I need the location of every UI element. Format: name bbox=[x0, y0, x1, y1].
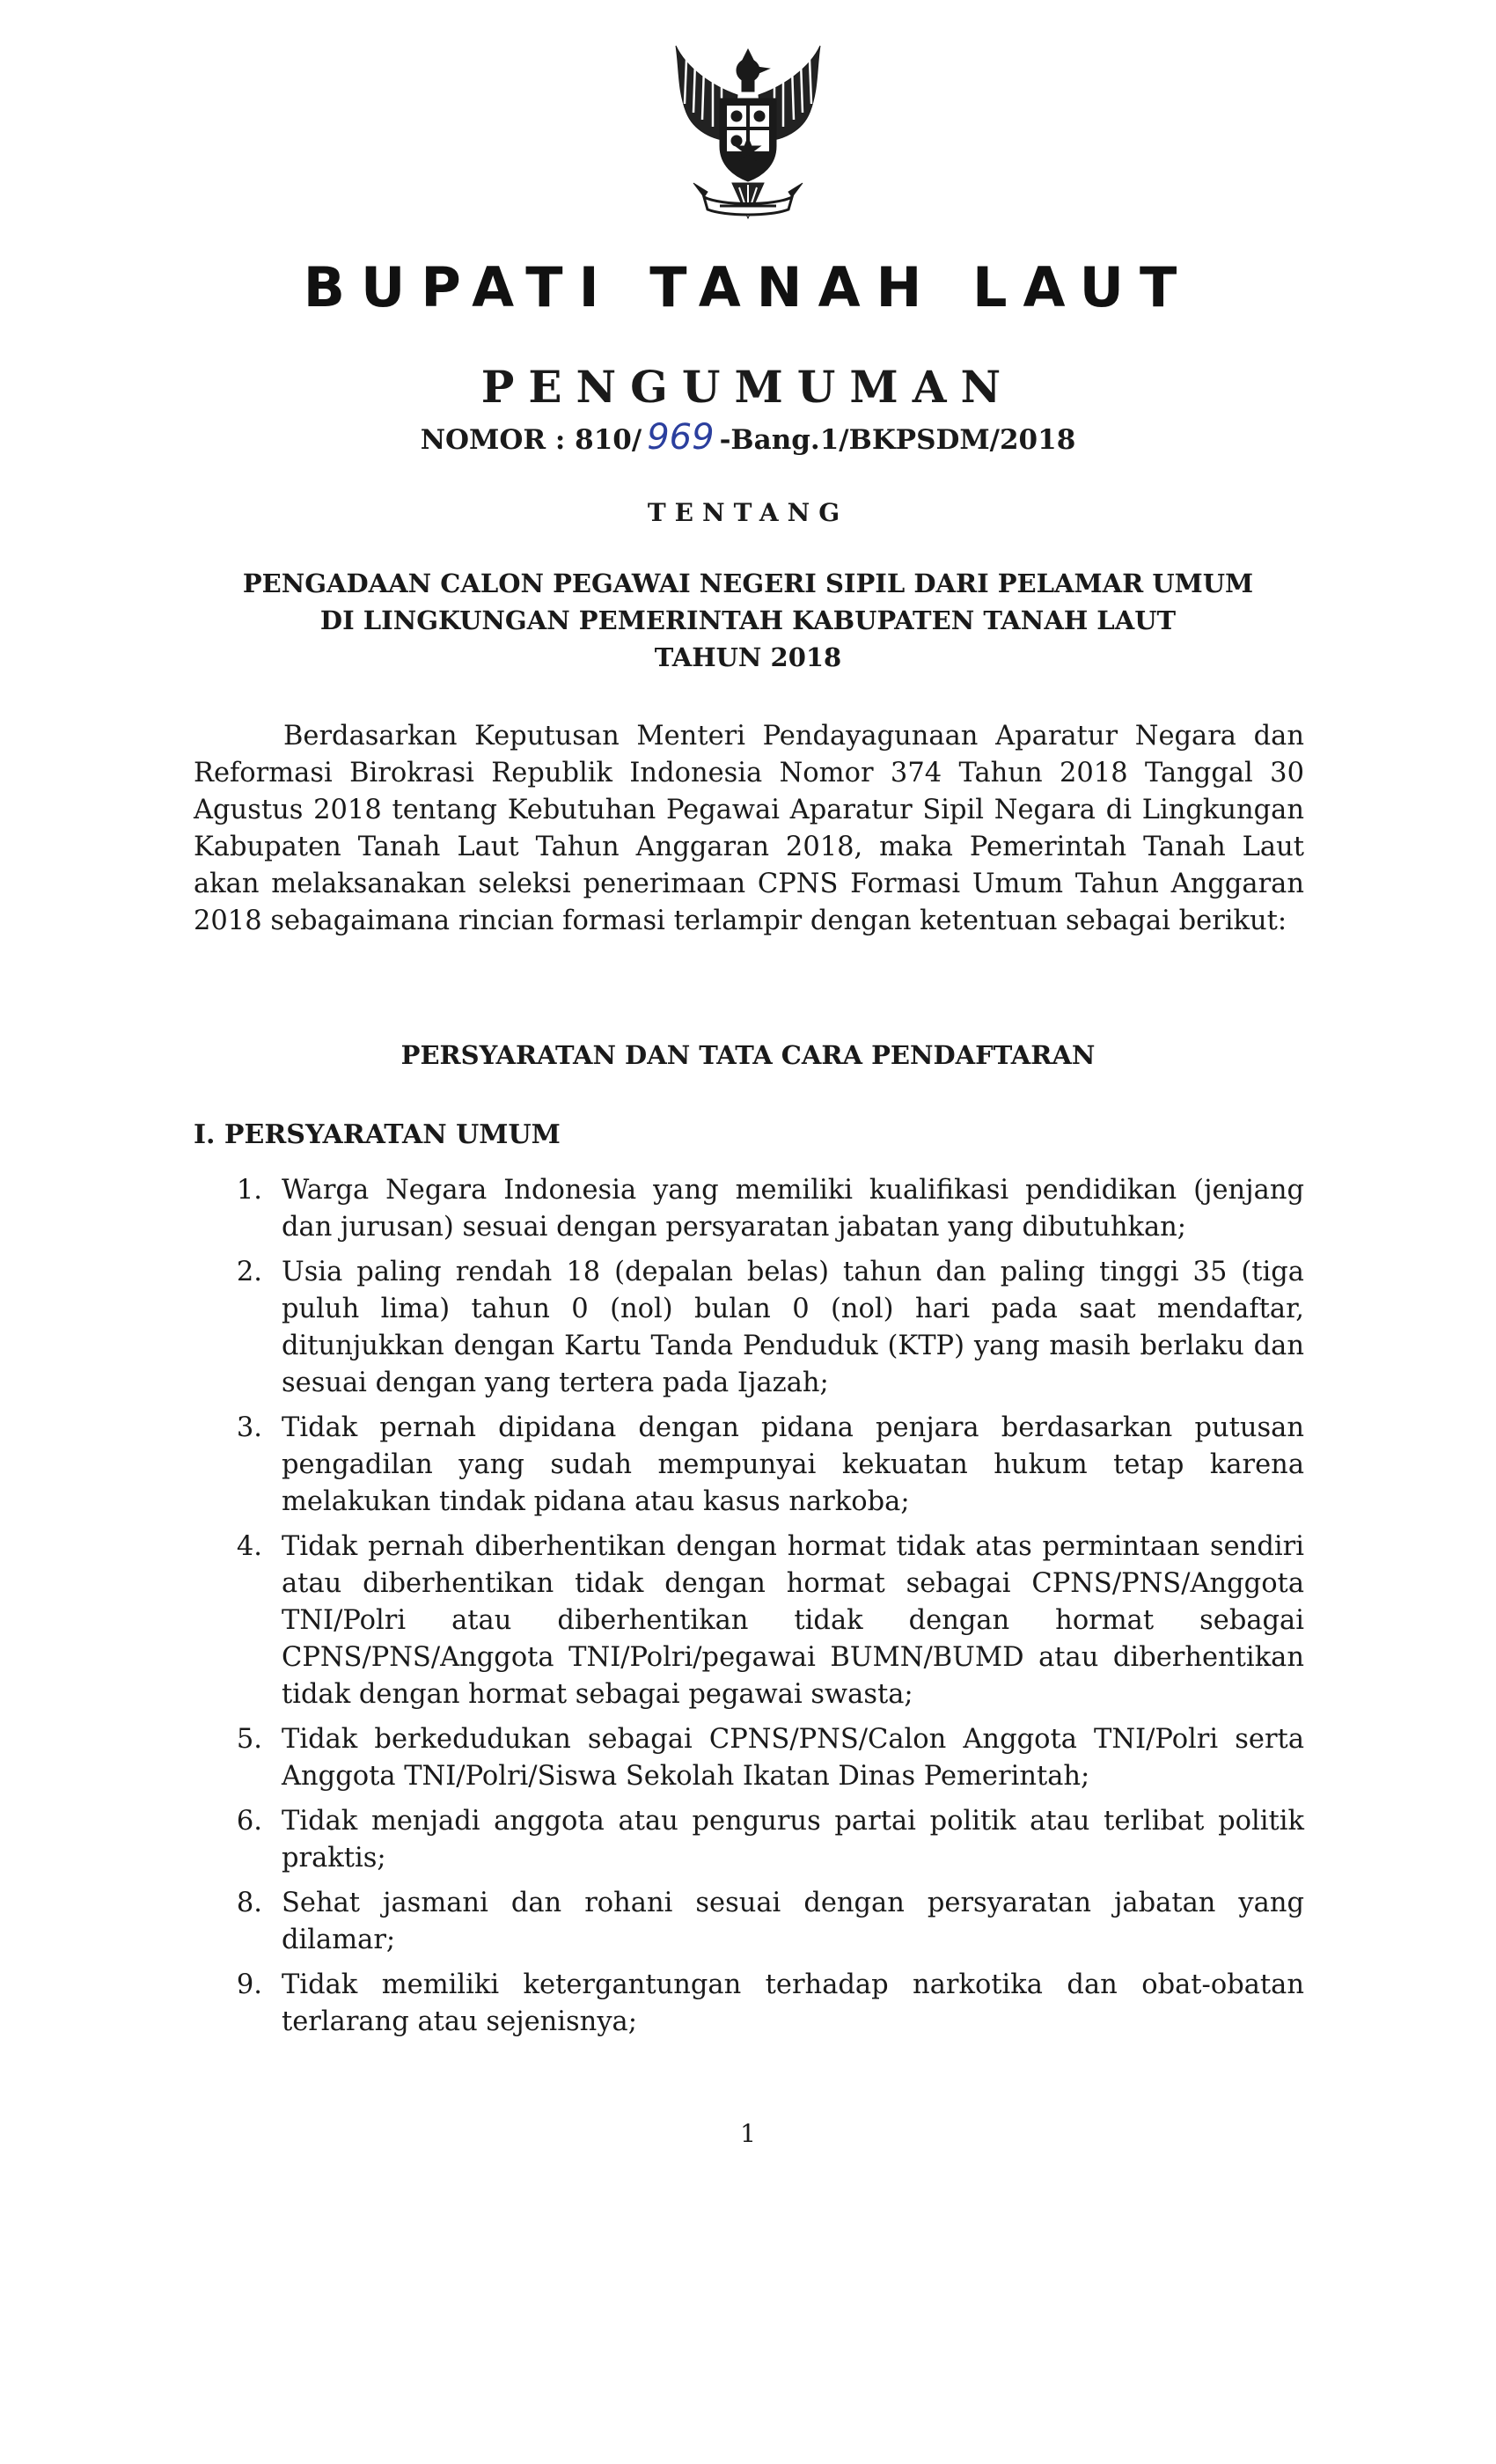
list-item-number: 1. bbox=[236, 1175, 262, 1206]
subject-line: DI LINGKUNGAN PEMERINTAH KABUPATEN TANAH LAUT bbox=[319, 605, 1177, 635]
office-title: BUPATI TANAH LAUT bbox=[303, 255, 1193, 319]
list-item bbox=[220, 1254, 1304, 1402]
document-type-title: PENGUMUMAN bbox=[480, 361, 1016, 413]
list-item bbox=[220, 1967, 1304, 2041]
subject-line: TAHUN 2018 bbox=[654, 642, 842, 672]
list-item-text: Tidak menjadi anggota atau pengurus partai politik atau terlibat politik praktis; bbox=[282, 1806, 1304, 1874]
list-item bbox=[220, 1721, 1304, 1795]
document-number-handwritten: 969 bbox=[647, 417, 715, 458]
list-item-text: Tidak pernah diberhentikan dengan hormat tidak atas permintaan sendiri atau diberhentikan tidak dengan hormat sebagai CPNS/PNS/Anggota TNI/Polri atau diberhentikan tidak dengan hormat sebagai CPNS/PNS/Anggota TNI/Polri/pegawai BUMN/BUMD atau diberhentikan tidak dengan hormat sebagai pegawai swasta; bbox=[282, 1531, 1304, 1710]
list-item-text: Tidak memiliki ketergantungan terhadap narkotika dan obat-obatan terlarang atau sejenisnya; bbox=[282, 1969, 1304, 2037]
section-title: PERSYARATAN DAN TATA CARA PENDAFTARAN bbox=[400, 1040, 1096, 1070]
document-number-prefix: NOMOR : 810/ bbox=[420, 424, 642, 456]
list-item-text: Tidak pernah dipidana dengan pidana penjara berdasarkan putusan pengadilan yang sudah mempunyai kekuatan hukum tetap karena melakukan tindak pidana atau kasus narkoba; bbox=[282, 1412, 1304, 1517]
list-item bbox=[220, 1803, 1304, 1877]
list-item-number: 6. bbox=[236, 1806, 262, 1837]
list-item bbox=[220, 1885, 1304, 1959]
list-item-number: 4. bbox=[236, 1531, 262, 1562]
subsection-title: I. PERSYARATAN UMUM bbox=[194, 1119, 561, 1150]
document-number-suffix: -Bang.1/BKPSDM/2018 bbox=[719, 424, 1076, 456]
list-item-number: 3. bbox=[236, 1412, 262, 1443]
list-item-number: 9. bbox=[236, 1969, 262, 2000]
intro-paragraph: Berdasarkan Keputusan Menteri Pendayagunaan Aparatur Negara dan Reformasi Birokrasi Republik Indonesia Nomor 374 Tahun 2018 Tanggal 30 Agustus 2018 tentang Kebutuhan Pegawai Aparatur Sipil Negara di Lingkungan Kabupaten Tanah Laut Tahun Anggaran 2018, maka Pemerintah Tanah Laut akan melaksanakan seleksi penerimaan CPNS Formasi Umum Tahun Anggaran 2018 sebagaimana rincian formasi terlampir dengan ketentuan sebagai berikut: bbox=[194, 721, 1304, 936]
list-item bbox=[220, 1410, 1304, 1521]
list-item-number: 8. bbox=[236, 1888, 262, 1918]
list-item bbox=[220, 1172, 1304, 1246]
page-number: 1 bbox=[740, 2119, 756, 2148]
tentang-heading: TENTANG bbox=[647, 498, 849, 527]
list-item-text: Sehat jasmani dan rohani sesuai dengan persyaratan jabatan yang dilamar; bbox=[282, 1888, 1304, 1955]
list-item-number: 2. bbox=[236, 1257, 262, 1287]
list-item-text: Usia paling rendah 18 (depalan belas) tahun dan paling tinggi 35 (tiga puluh lima) tahun 0 (nol) bulan 0 (nol) hari pada saat mendaftar, ditunjukkan dengan Kartu Tanda Penduduk (KTP) yang masih berlaku dan sesuai dengan yang tertera pada Ijazah; bbox=[282, 1257, 1304, 1398]
requirements-list bbox=[220, 1172, 1304, 2049]
document-number bbox=[0, 417, 1496, 458]
list-item-text: Tidak berkedudukan sebagai CPNS/PNS/Calon Anggota TNI/Polri serta Anggota TNI/Polri/Siswa Sekolah Ikatan Dinas Pemerintah; bbox=[282, 1724, 1304, 1792]
list-item-number: 5. bbox=[236, 1724, 262, 1755]
list-item bbox=[220, 1529, 1304, 1713]
garuda-emblem-icon bbox=[651, 42, 845, 245]
subject-line: PENGADAAN CALON PEGAWAI NEGERI SIPIL DARI PELAMAR UMUM bbox=[242, 568, 1254, 598]
subject-block bbox=[0, 565, 1496, 676]
list-item-text: Warga Negara Indonesia yang memiliki kualifikasi pendidikan (jenjang dan jurusan) sesuai dengan persyaratan jabatan yang dibutuhkan; bbox=[282, 1175, 1304, 1243]
